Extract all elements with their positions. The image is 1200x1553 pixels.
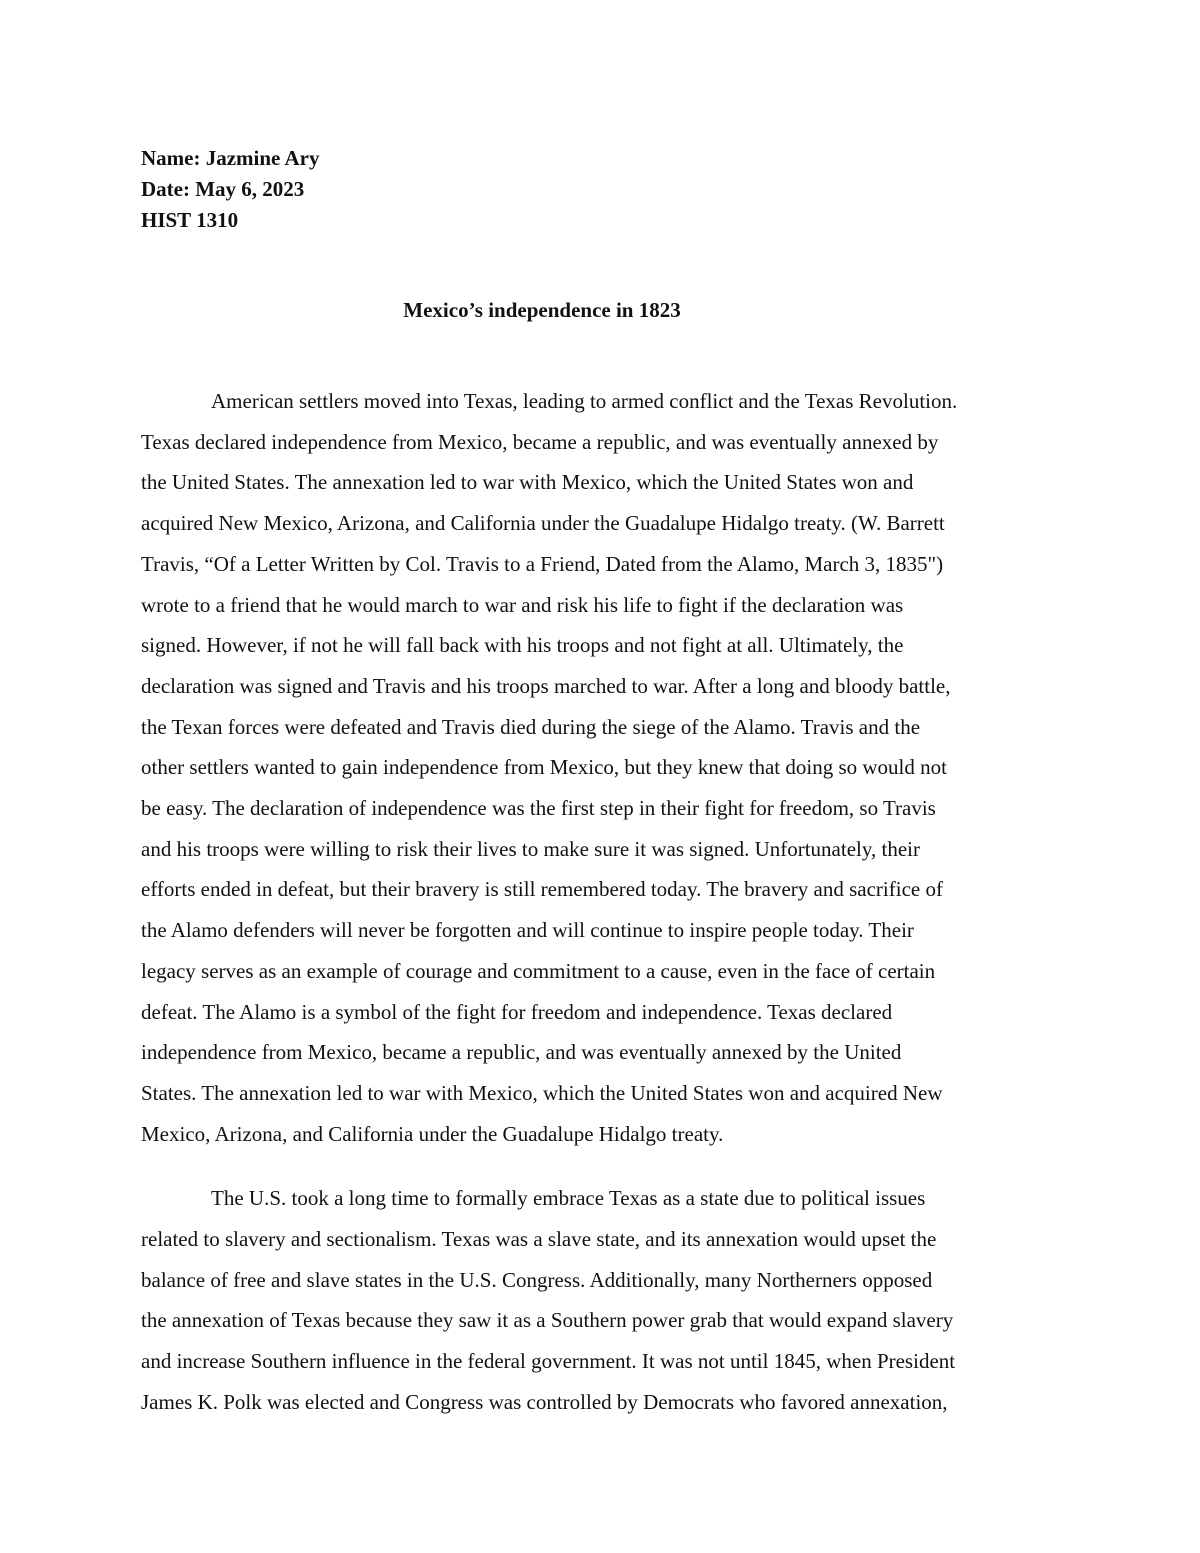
- paragraph-spacing: [141, 1154, 1059, 1178]
- document-header: [141, 143, 741, 236]
- course-code: HIST 1310: [141, 208, 239, 232]
- paragraph-line: acquired New Mexico, Arizona, and California under the Guadalupe Hidalgo treaty. (W. Barrett: [141, 511, 945, 536]
- paragraph-line: other settlers wanted to gain independence from Mexico, but they knew that doing so would not: [141, 755, 947, 780]
- paragraph-line: legacy serves as an example of courage and commitment to a cause, even in the face of certain: [141, 958, 936, 983]
- paragraph-line: declaration was signed and Travis and his troops marched to war. After a long and bloody battle,: [141, 673, 951, 698]
- paragraph-line: the Texan forces were defeated and Travis died during the siege of the Alamo. Travis and the: [141, 714, 921, 739]
- essay-title: Mexico’s independence in 1823: [403, 298, 681, 322]
- student-name: Name: Jazmine Ary: [141, 146, 320, 170]
- submission-date: Date: May 6, 2023: [141, 177, 305, 201]
- paragraph-line: wrote to a friend that he would march to war and risk his life to fight if the declaration was: [141, 592, 904, 617]
- paragraph-line: States. The annexation led to war with Mexico, which the United States won and acquired New: [141, 1080, 943, 1105]
- paragraph-line: and his troops were willing to risk their lives to make sure it was signed. Unfortunately, their: [141, 836, 920, 861]
- paragraph-line: the United States. The annexation led to war with Mexico, which the United States won and: [141, 470, 914, 495]
- paragraph-line: related to slavery and sectionalism. Texas was a slave state, and its annexation would upset the: [141, 1227, 937, 1252]
- essay-body: [141, 381, 1059, 1423]
- paragraph-line: Mexico, Arizona, and California under the Guadalupe Hidalgo treaty.: [141, 1121, 724, 1146]
- paragraph-line: American settlers moved into Texas, leading to armed conflict and the Texas Revolution.: [211, 389, 958, 413]
- paragraph-line: the annexation of Texas because they saw it as a Southern power grab that would expand slavery: [141, 1308, 954, 1333]
- paragraph-line: Travis, “Of a Letter Written by Col. Travis to a Friend, Dated from the Alamo, March 3, 1835"): [141, 551, 944, 576]
- paragraph-line: the Alamo defenders will never be forgotten and will continue to inspire people today. Their: [141, 918, 914, 943]
- paragraph-1: [141, 381, 1059, 1154]
- paragraph-line: efforts ended in defeat, but their bravery is still remembered today. The bravery and sacrifice of: [141, 877, 943, 902]
- paragraph-line: balance of free and slave states in the U.S. Congress. Additionally, many Northerners opposed: [141, 1267, 933, 1292]
- paragraph-2: [141, 1178, 1059, 1422]
- paragraph-line: independence from Mexico, became a republic, and was eventually annexed by the United: [141, 1040, 902, 1065]
- paragraph-line: The U.S. took a long time to formally embrace Texas as a state due to political issues: [211, 1186, 926, 1211]
- paragraph-line: and increase Southern influence in the federal government. It was not until 1845, when President: [141, 1349, 956, 1374]
- paragraph-line: James K. Polk was elected and Congress was controlled by Democrats who favored annexation,: [141, 1389, 948, 1414]
- paragraph-line: defeat. The Alamo is a symbol of the fight for freedom and independence. Texas declared: [141, 999, 893, 1024]
- paragraph-line: signed. However, if not he will fall back with his troops and not fight at all. Ultimately, the: [141, 633, 904, 658]
- paragraph-line: Texas declared independence from Mexico, became a republic, and was eventually annexed by: [141, 429, 939, 454]
- paragraph-line: be easy. The declaration of independence was the first step in their fight for freedom, so Travis: [141, 796, 936, 821]
